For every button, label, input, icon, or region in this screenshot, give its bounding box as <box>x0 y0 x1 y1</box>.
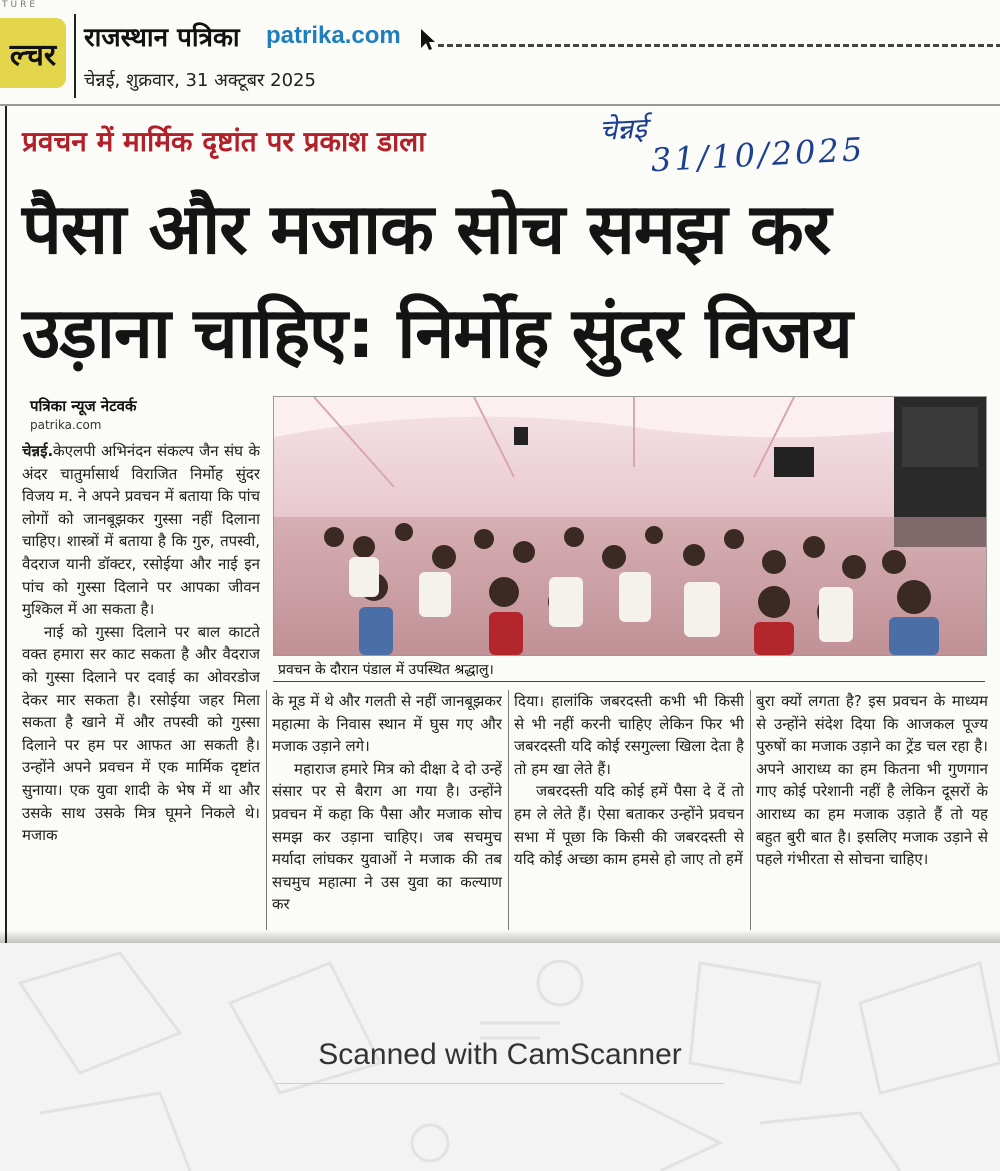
camscanner-watermark: Scanned with CamScanner <box>318 1038 682 1071</box>
page-edge-rule <box>5 106 7 943</box>
event-photo <box>273 396 987 656</box>
watermark-underline <box>276 1083 724 1084</box>
section-strip-text: TURE <box>2 0 39 10</box>
scanner-footer <box>0 943 1000 1171</box>
handwritten-date-note <box>599 101 866 179</box>
article-column-2 <box>272 690 502 930</box>
column-divider <box>508 690 509 930</box>
masthead-divider <box>74 14 76 98</box>
handwritten-date: 31/10/2025 <box>649 130 867 180</box>
column-divider <box>750 690 751 930</box>
photo-caption: प्रवचन के दौरान पंडाल में उपस्थित श्रद्धालु। <box>278 662 494 678</box>
handwritten-city: चेन्नई <box>598 111 648 147</box>
column-2-paragraph-1: के मूड में थे और गलती से नहीं जानबूझकर महात्मा के निवास स्थान में घुस गए और मजाक उड़ाने लगे। <box>272 692 502 756</box>
page-cut-edge <box>0 930 1000 943</box>
headline-line-2: उड़ाना चाहिए: निर्मोह सुंदर विजय <box>22 292 852 374</box>
dateline-lead: चेन्नई. <box>22 442 54 460</box>
headline-line-1: पैसा और मजाक सोच समझ कर <box>22 188 831 270</box>
site-link[interactable]: patrika.com <box>266 22 401 49</box>
masthead-title: राजस्थान पत्रिका <box>84 23 240 53</box>
column-4-paragraph-1: बुरा क्यों लगता है? इस प्रवचन के माध्यम से उन्होंने संदेश दिया कि आजकल पूज्य पुरुषों का मजाक उड़ाने का ट्रेंड चल रहा है। अपने आराध्य का हम कितना भी गुणगान गाए कोई परेशानी नहीं है लेकिन दूसरों के आराध्य का हम मजाक उड़ाते हैं तो यह बहुत बुरी बात है। इसलिए मजाक उड़ाने से पहले गंभीरता से सोचना चाहिए। <box>756 692 988 869</box>
byline: पत्रिका न्यूज नेटवर्क <box>30 397 137 415</box>
column-3-paragraph-1: दिया। हालांकि जबरदस्ती कभी भी किसी से भी नहीं करनी चाहिए लेकिन फिर भी जबरदस्ती यदि कोई रसगुल्ला खिला देता है तो हम खा लेते हैं। <box>514 692 744 778</box>
byline-site: patrika.com <box>30 418 102 432</box>
article-kicker: प्रवचन में मार्मिक दृष्टांत पर प्रकाश डाला <box>22 125 426 158</box>
section-tag-label: ल्चर <box>9 37 57 73</box>
article-column-1 <box>22 440 260 930</box>
article-column-3 <box>514 690 744 930</box>
article-column-4 <box>756 690 988 930</box>
column-3-paragraph-2: जबरदस्ती यदि कोई हमें पैसा दे दें तो हम ले लेते हैं। ऐसा बताकर उन्होंने प्रवचन सभा में पूछा कि किसी की जबरदस्ती से यदि कोई अच्छा काम हमसे हो जाए तो हमें <box>514 782 744 869</box>
cursor-arrow-icon <box>420 28 436 52</box>
dateline: चेन्नई, शुक्रवार, 31 अक्टूबर 2025 <box>84 70 316 91</box>
caption-rule <box>273 681 985 682</box>
column-divider <box>266 690 267 930</box>
header-dotted-rule <box>438 44 1000 47</box>
section-tag <box>0 18 66 88</box>
column-2-paragraph-2: महाराज हमारे मित्र को दीक्षा दे दो उन्हें संसार पर से बैराग आ गया है। उन्होंने प्रवचन में कहा कि पैसा और मजाक सोच समझ कर उड़ाना चाहिए। जब सचमुच मर्यादा लांघकर युवाओं ने मजाक की तब सचमुच महात्मा ने उस युवा का कल्याण कर <box>272 759 502 914</box>
column-1-paragraph-2: नाई को गुस्सा दिलाने पर बाल काटते वक्त हमारा सर काट सकता है और वैदराज को गुस्सा दिलाने पर दवाई का ओवरडोज देकर मार सकता है। रसोईया जहर मिला सकता है खाने में और तपस्वी को गुस्सा दिलाने पर हम पर आफत आ सकती है। उन्होंने अपने प्रवचन में एक मार्मिक दृष्टांत सुनाया। एक युवा शादी के भेष में था और उसके साथ उसके मित्र घूमने निकले थे। मजाक <box>22 622 260 845</box>
column-1-paragraph-1: केएलपी अभिनंदन संकल्प जैन संघ के अंदर चातुर्मासार्थ विराजित निर्मोह सुंदर विजय म. ने अपने प्रवचन में बताया कि पांच लोगों को जानबूझकर गुस्सा नहीं दिलाना चाहिए। शास्त्रों में बताया है कि गुरु, तपस्वी, वैदराज यानी डॉक्टर, रसोईया और नाई इन पांच को गुस्सा दिलाने पर आपका जीवन मुश्किल में आ सकता है। <box>22 442 260 619</box>
